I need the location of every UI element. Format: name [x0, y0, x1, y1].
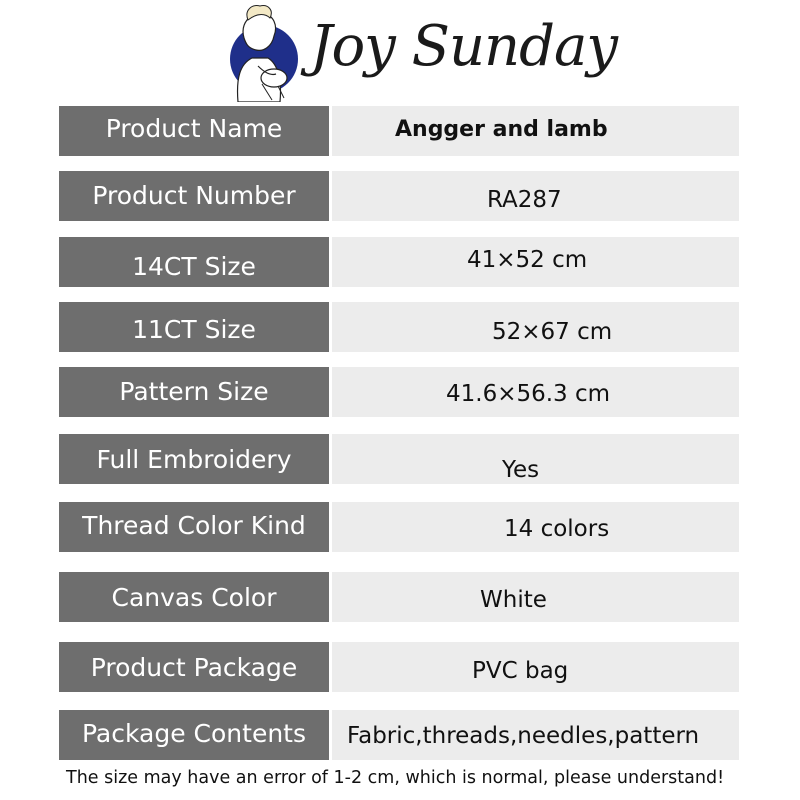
spec-label: Full Embroidery — [96, 444, 292, 474]
spec-value: 41.6×56.3 cm — [446, 381, 611, 407]
spec-row-product-number — [59, 171, 739, 221]
spec-value: Fabric,threads,needles,pattern — [347, 723, 700, 749]
spec-value: Yes — [502, 457, 540, 483]
spec-label: Pattern Size — [119, 376, 269, 406]
spec-row-product-name — [59, 106, 739, 156]
spec-label: Canvas Color — [111, 582, 277, 612]
spec-row-product-package — [59, 642, 739, 692]
spec-value: 52×67 cm — [492, 319, 613, 345]
spec-value: Angger and lamb — [395, 117, 608, 142]
spec-row-14ct-size — [59, 237, 739, 287]
spec-label: 11CT Size — [132, 314, 256, 344]
spec-label: Thread Color Kind — [82, 510, 306, 540]
spec-value: RA287 — [487, 187, 562, 213]
spec-value: PVC bag — [472, 658, 569, 684]
brand-name: Joy Sunday — [310, 14, 617, 79]
spec-row-pattern-size — [59, 367, 739, 417]
spec-label: Product Number — [92, 180, 296, 210]
spec-row-full-embroidery — [59, 434, 739, 484]
spec-value: 41×52 cm — [467, 247, 588, 273]
spec-value: White — [480, 587, 547, 613]
embroidery-woman-icon — [218, 2, 298, 102]
spec-row-canvas-color — [59, 572, 739, 622]
spec-label: Product Package — [90, 652, 298, 682]
size-disclaimer: The size may have an error of 1-2 cm, which is normal, please understand! — [66, 768, 725, 788]
spec-row-11ct-size — [59, 302, 739, 352]
spec-label: Product Name — [105, 113, 283, 143]
spec-row-thread-color-kind — [59, 502, 739, 552]
spec-value: 14 colors — [504, 516, 610, 542]
spec-label: Package Contents — [81, 718, 307, 748]
spec-row-package-contents — [59, 710, 739, 760]
spec-label: 14CT Size — [132, 251, 256, 281]
brand-logo — [218, 2, 617, 102]
